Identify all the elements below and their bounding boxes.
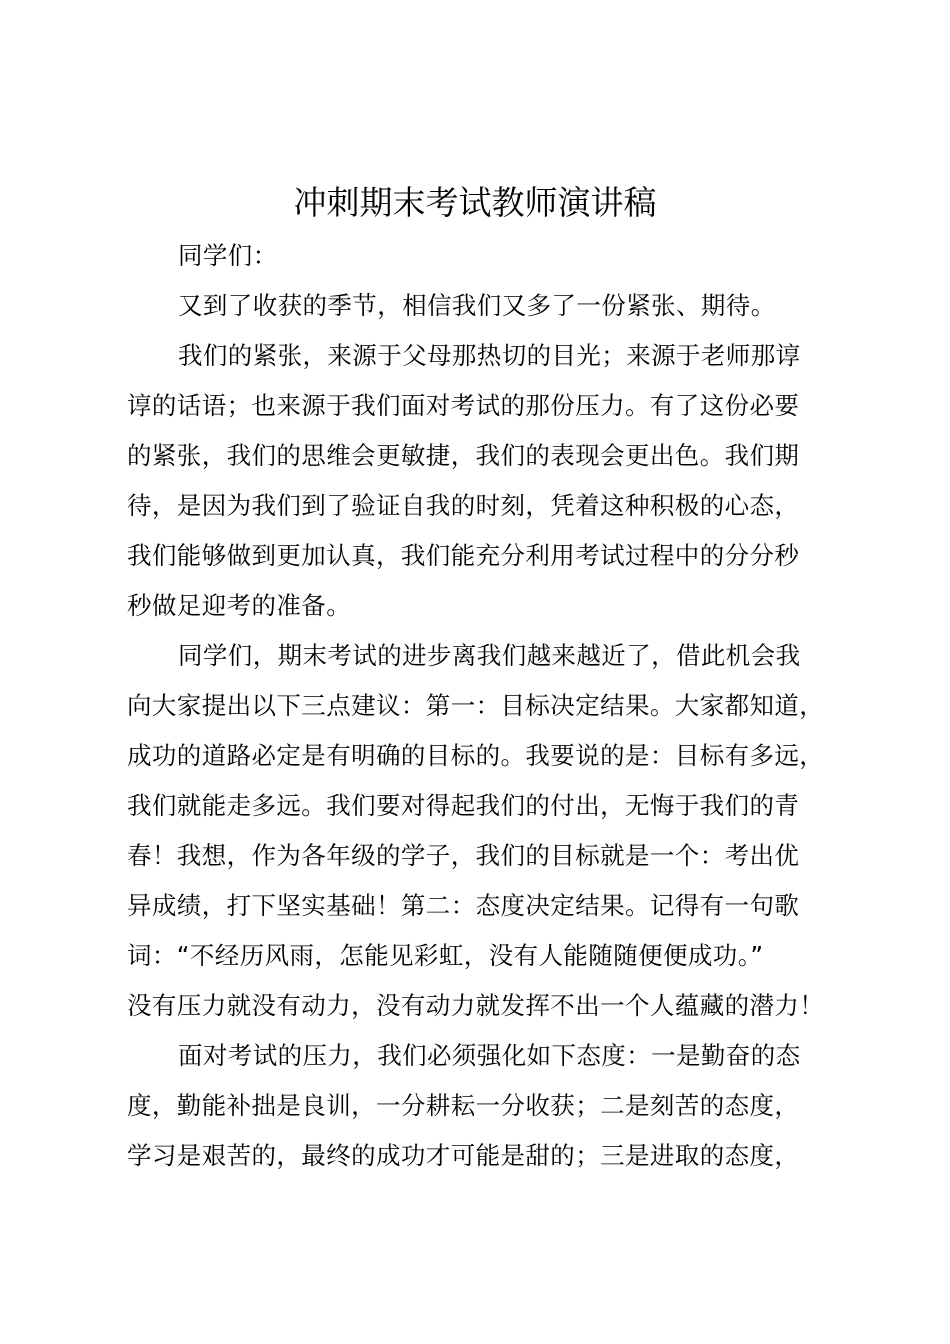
text-line: 待，是因为我们到了验证自我的时刻，凭着这种积极的心态， xyxy=(127,491,800,520)
text-line: 春！我想，作为各年级的学子，我们的目标就是一个：考出优 xyxy=(127,841,800,870)
text-line: 我们的紧张，来源于父母那热切的目光；来源于老师那谆 xyxy=(178,341,801,370)
text-line: 的紧张，我们的思维会更敏捷，我们的表现会更出色。我们期 xyxy=(127,441,800,470)
text-line: 异成绩，打下坚实基础！第二：态度决定结果。记得有一句歌 xyxy=(127,891,800,920)
text-line: 向大家提出以下三点建议：第一：目标决定结果。大家都知道， xyxy=(127,691,825,720)
document-body xyxy=(127,231,857,1181)
text-line: 谆的话语；也来源于我们面对考试的那份压力。有了这份必要 xyxy=(127,391,800,420)
text-line: 我们就能走多远。我们要对得起我们的付出，无悔于我们的青 xyxy=(127,791,800,820)
text-line: 秒做足迎考的准备。 xyxy=(127,591,352,620)
text-line: 面对考试的压力，我们必须强化如下态度：一是勤奋的态 xyxy=(178,1041,801,1070)
text-line: 同学们： xyxy=(178,241,278,270)
text-line: 我们能够做到更加认真，我们能充分利用考试过程中的分分秒 xyxy=(127,541,800,570)
text-line: 成功的道路必定是有明确的目标的。我要说的是：目标有多远， xyxy=(127,741,825,770)
text-line: 又到了收获的季节，相信我们又多了一份紧张、期待。 xyxy=(178,291,776,320)
text-line: 学习是艰苦的，最终的成功才可能是甜的；三是进取的态度， xyxy=(127,1141,800,1170)
text-line: 没有压力就没有动力，没有动力就发挥不出一个人蕴藏的潜力！ xyxy=(127,991,825,1020)
document-title: 冲刺期末考试教师演讲稿 xyxy=(293,183,657,222)
text-line: 词：“不经历风雨，怎能见彩虹，没有人能随随便便成功。” xyxy=(127,941,764,970)
text-line: 度，勤能补拙是良训，一分耕耘一分收获；二是刻苦的态度， xyxy=(127,1091,800,1120)
text-line: 同学们，期末考试的进步离我们越来越近了，借此机会我 xyxy=(178,641,801,670)
